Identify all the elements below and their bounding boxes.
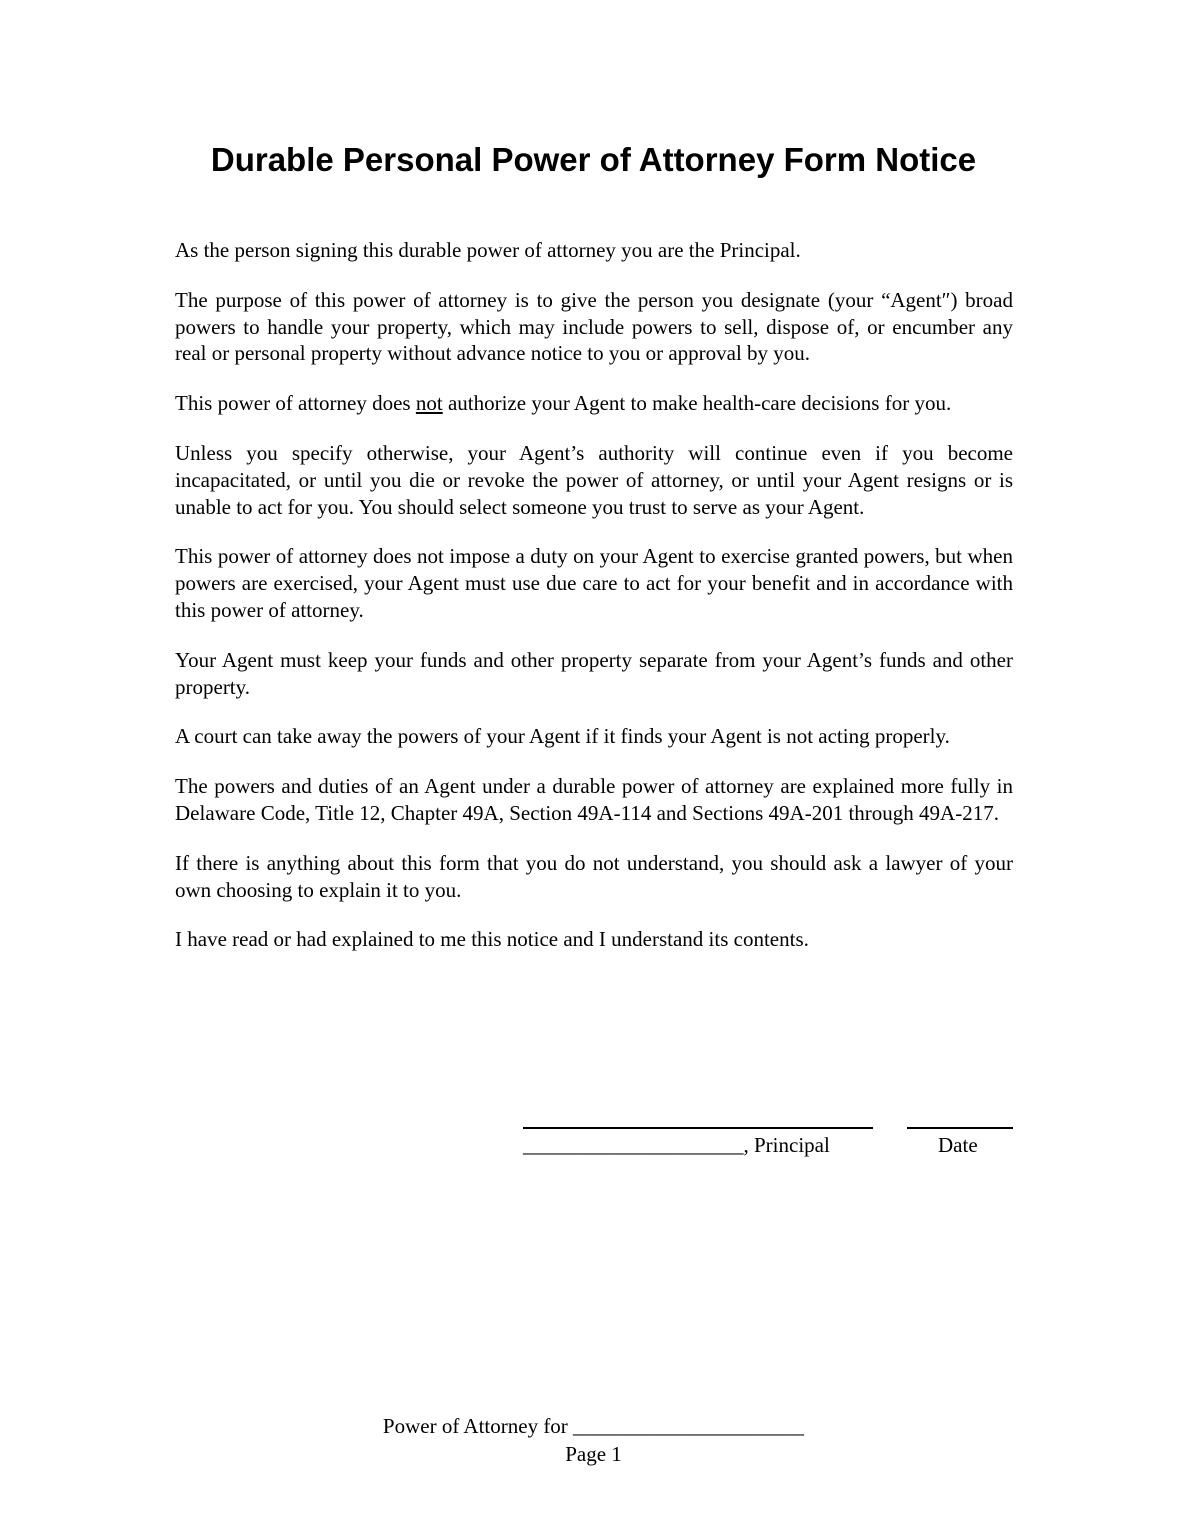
notice-body [175, 237, 1013, 976]
paragraph-health-care [175, 390, 1013, 417]
paragraph-separate-funds: Your Agent must keep your funds and other property separate from your Agent’s funds and other property. [175, 647, 1013, 699]
footer-page-number: Page 1 [565, 1442, 622, 1466]
paragraph-court: A court can take away the powers of your Agent if it finds your Agent is not acting properly. [175, 724, 950, 749]
paragraph-duty: This power of attorney does not impose a duty on your Agent to exercise granted powers, but when powers are exercised, your Agent must use due care to act for your benefit and in accordance with this power of attorney. [175, 544, 1013, 622]
principal-signature-line[interactable] [523, 1127, 873, 1129]
paragraph-acknowledgement: I have read or had explained to me this notice and I understand its contents. [175, 927, 809, 952]
footer-power-of-attorney-for: Power of Attorney for ______________________ [382, 1414, 805, 1438]
date-signature-line[interactable] [907, 1127, 1013, 1129]
paragraph-health-care-lead: This power of attorney does [175, 391, 416, 416]
paragraph-lawyer: If there is anything about this form that you do not understand, you should ask a lawyer of your own choosing to explain it to you. [175, 850, 1013, 902]
underlined-not: not [415, 391, 443, 416]
principal-name-label: _____________________, Principal [523, 1133, 830, 1157]
paragraph-principal: As the person signing this durable power of attorney you are the Principal. [175, 238, 801, 262]
paragraph-health-care-rest: authorize your Agent to make health-care decisions for you. [442, 391, 952, 416]
paragraph-authority: Unless you specify otherwise, your Agent’s authority will continue even if you become incapacitated, or until you die or revoke the power of attorney, or until your Agent resigns or is unable to act for you. You should select someone you trust to serve as your Agent. [175, 440, 1013, 519]
date-label: Date [938, 1133, 978, 1157]
page-title: Durable Personal Power of Attorney Form Notice [210, 141, 977, 178]
paragraph-purpose: The purpose of this power of attorney is to give the person you designate (your “Agent″) broad powers to handle your property, which may include powers to sell, dispose of, or encumber any real or personal property without advance notice to you or approval by you. [175, 287, 1013, 366]
paragraph-delaware-code: The powers and duties of an Agent under a durable power of attorney are explained more fully in Delaware Code, Title 12, Chapter 49A, Section 49A-114 and Sections 49A-201 through 49A-217. [175, 774, 1013, 825]
